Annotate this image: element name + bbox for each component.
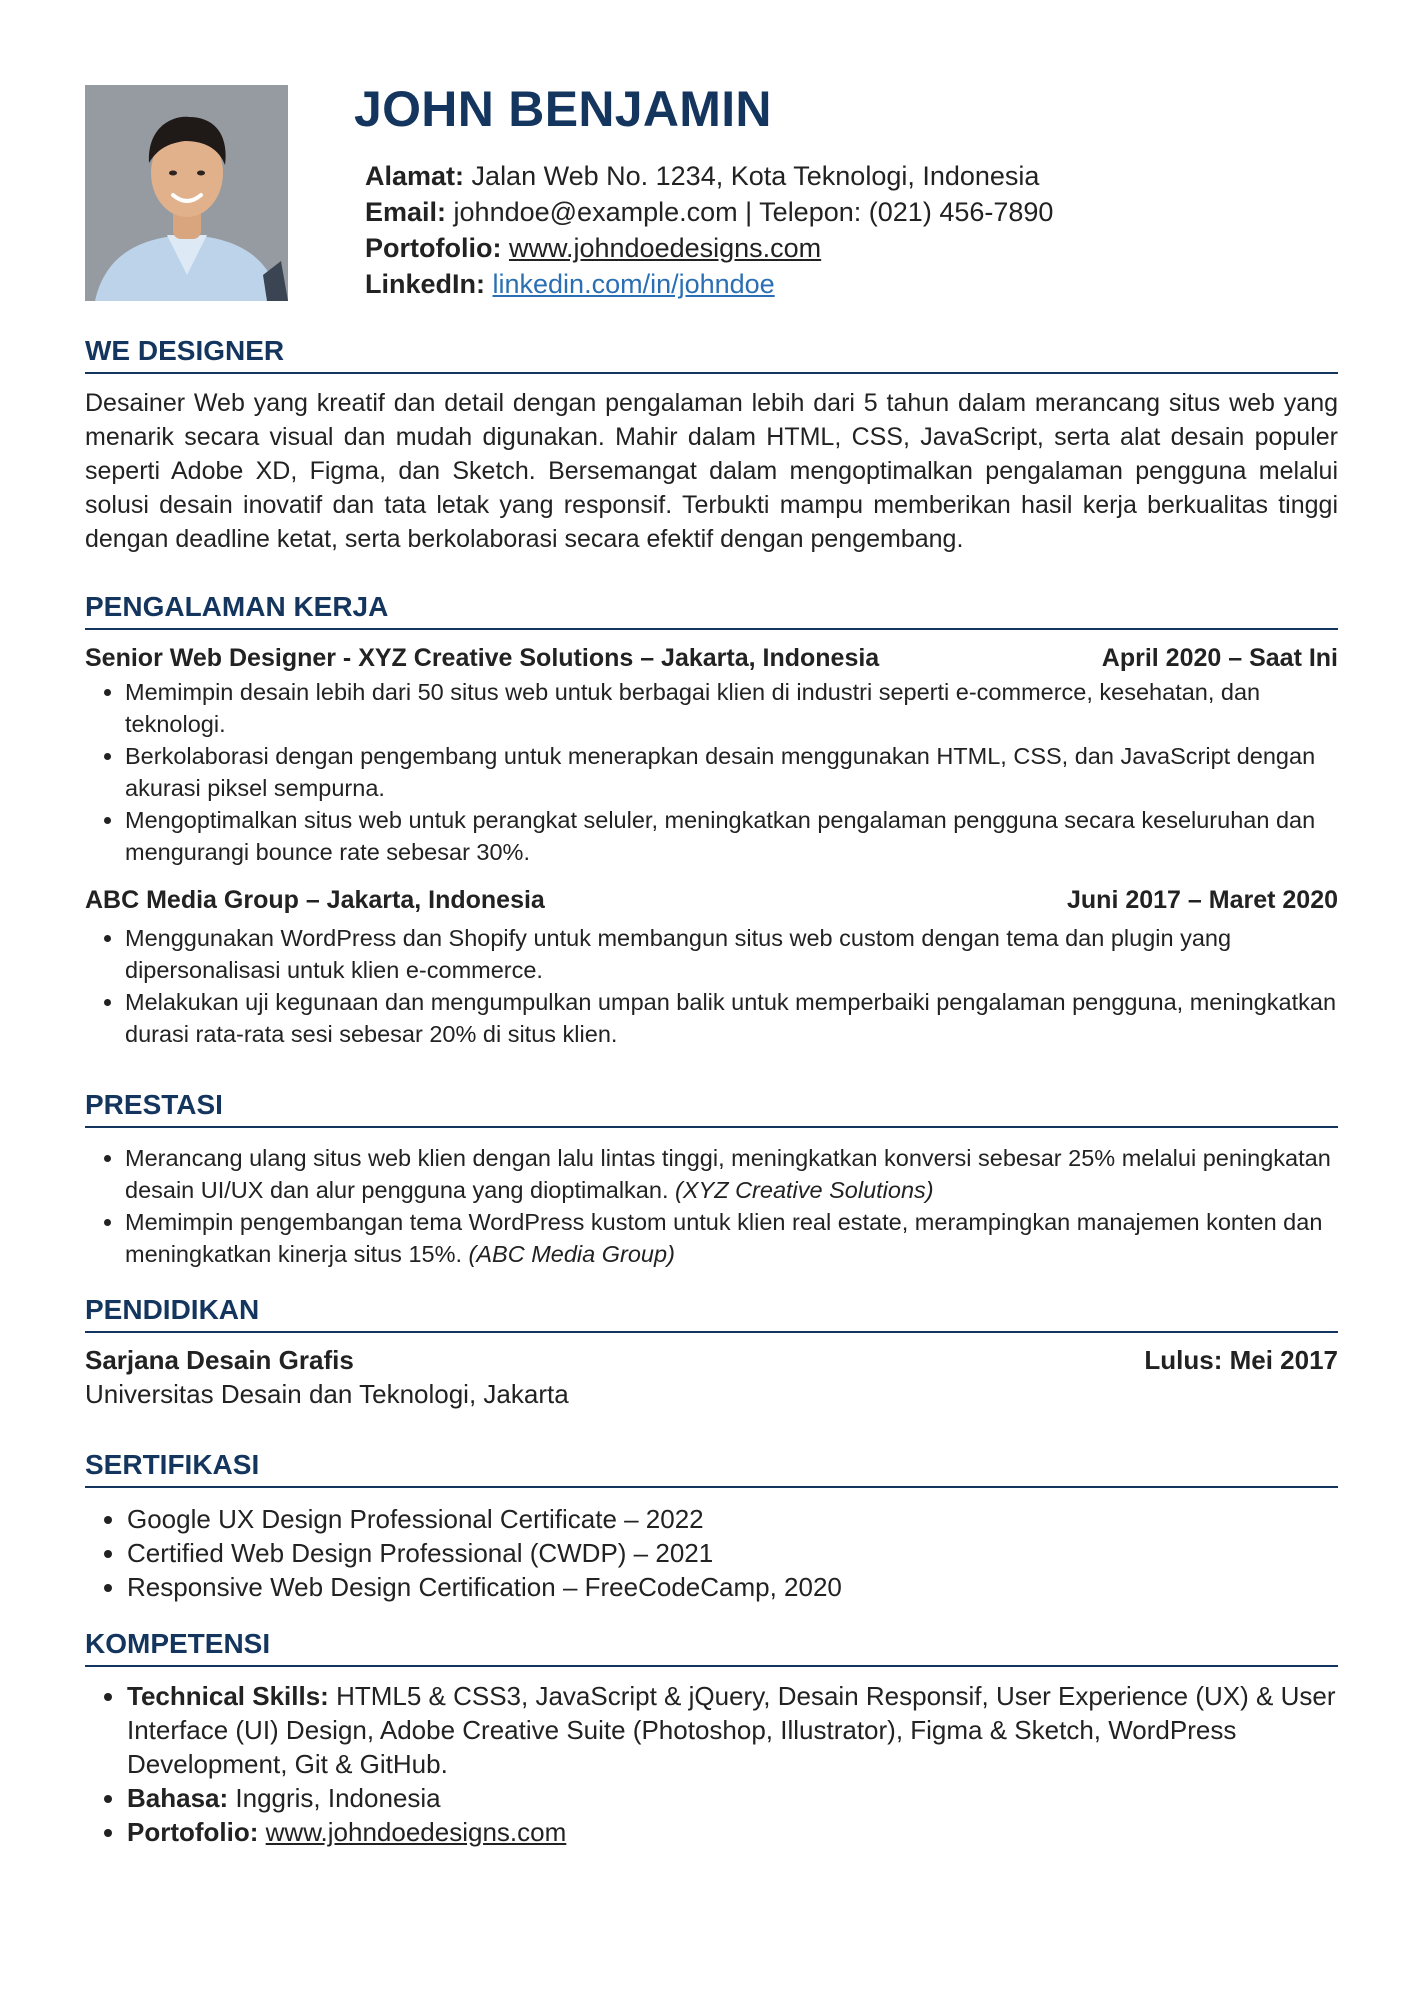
portfolio-row bbox=[365, 230, 1053, 266]
school-name: Universitas Desain dan Teknologi, Jakarta bbox=[85, 1379, 569, 1409]
profile-photo bbox=[85, 85, 288, 301]
list-item bbox=[127, 1815, 1338, 1849]
job-entry bbox=[85, 884, 1338, 1050]
resume-page bbox=[85, 0, 1338, 2000]
linkedin-link[interactable]: linkedin.com/in/johndoe bbox=[492, 269, 775, 299]
list-item: • Google UX Design Professional Certificate – 2022 bbox=[127, 1502, 1338, 1536]
achievements-section bbox=[85, 1088, 1338, 1270]
summary-title: WE DESIGNER bbox=[85, 334, 1338, 374]
achievements-list bbox=[85, 1142, 1338, 1270]
summary-section bbox=[85, 334, 1338, 556]
list-item: • Menggunakan WordPress dan Shopify untuk membangun situs web custom dengan tema dan plugin yang dipersonalisasi untuk klien e-commerce. bbox=[125, 922, 1338, 986]
achievement-source: (ABC Media Group) bbox=[468, 1241, 675, 1267]
address-label: Alamat: bbox=[365, 161, 465, 191]
address-row bbox=[365, 158, 1053, 194]
competencies-title: KOMPETENSI bbox=[85, 1627, 1338, 1667]
job-period: April 2020 – Saat Ini bbox=[1101, 644, 1338, 672]
language-label: Bahasa: bbox=[127, 1783, 229, 1813]
phone-label: Telepon: bbox=[759, 197, 862, 227]
list-item: • Berkolaborasi dengan pengembang untuk menerapkan desain menggunakan HTML, CSS, dan JavaScript dengan akurasi piksel sempurna. bbox=[125, 740, 1338, 804]
certifications-section bbox=[85, 1448, 1338, 1604]
technical-skills-label: Technical Skills: bbox=[127, 1681, 329, 1711]
language-value: Inggris, Indonesia bbox=[235, 1783, 441, 1813]
portfolio-link[interactable]: www.johndoedesigns.com bbox=[265, 1817, 567, 1847]
list-item bbox=[125, 1142, 1338, 1206]
certifications-title: SERTIFIKASI bbox=[85, 1448, 1338, 1488]
education-section bbox=[85, 1293, 1338, 1411]
competencies-list bbox=[85, 1679, 1338, 1849]
list-item: • Certified Web Design Professional (CWDP) – 2021 bbox=[127, 1536, 1338, 1570]
linkedin-row bbox=[365, 266, 1053, 302]
experience-section bbox=[85, 590, 1338, 1050]
achievements-title: PRESTASI bbox=[85, 1088, 1338, 1128]
education-header bbox=[85, 1343, 1338, 1377]
achievement-text: Memimpin pengembangan tema WordPress kustom untuk klien real estate, merampingkan manajemen konten dan meningkatkan kinerja situs 15%. bbox=[125, 1209, 1323, 1267]
list-item: • Melakukan uji kegunaan dan mengumpulkan umpan balik untuk memperbaiki pengalaman pengguna, meningkatkan durasi rata-rata sesi sebesar 20% di situs klien. bbox=[125, 986, 1338, 1050]
job-header bbox=[85, 642, 1338, 674]
experience-title: PENGALAMAN KERJA bbox=[85, 590, 1338, 630]
job-entry bbox=[85, 642, 1338, 868]
list-item: • Memimpin desain lebih dari 50 situs web untuk berbagai klien di industri seperti e-commerce, kesehatan, dan teknologi. bbox=[125, 676, 1338, 740]
degree: Sarjana Desain Grafis bbox=[85, 1345, 354, 1375]
list-item bbox=[127, 1679, 1338, 1781]
email-value: johndoe@example.com bbox=[453, 197, 738, 227]
portfolio-label: Portofolio: bbox=[127, 1817, 259, 1847]
competencies-section bbox=[85, 1627, 1338, 1849]
email-label: Email: bbox=[365, 197, 447, 227]
candidate-name: JOHN BENJAMIN bbox=[354, 81, 772, 137]
address-value: Jalan Web No. 1234, Kota Teknologi, Indonesia bbox=[471, 161, 1040, 191]
certifications-list bbox=[85, 1502, 1338, 1604]
job-position: ABC Media Group – Jakarta, Indonesia bbox=[85, 886, 545, 914]
list-item: • Mengoptimalkan situs web untuk perangkat seluler, meningkatkan pengalaman pengguna secara keseluruhan dan mengurangi bounce rate sebesar 30%. bbox=[125, 804, 1338, 868]
graduation-date: Lulus: Mei 2017 bbox=[1144, 1345, 1338, 1375]
phone-value: (021) 456-7890 bbox=[868, 197, 1054, 227]
separator: | bbox=[745, 197, 753, 227]
list-item: • Responsive Web Design Certification – FreeCodeCamp, 2020 bbox=[127, 1570, 1338, 1604]
contact-info bbox=[365, 158, 1053, 302]
portfolio-link[interactable]: www.johndoedesigns.com bbox=[508, 233, 822, 263]
job-period: Juni 2017 – Maret 2020 bbox=[1067, 886, 1338, 914]
email-phone-row bbox=[365, 194, 1053, 230]
profile-photo-image bbox=[85, 85, 288, 301]
achievement-text: Merancang ulang situs web klien dengan lalu lintas tinggi, meningkatkan konversi sebesar 25% melalui peningkatan desain UI/UX dan alur pengguna yang dioptimalkan. bbox=[125, 1145, 1331, 1203]
summary-text: Desainer Web yang kreatif dan detail dengan pengalaman lebih dari 5 tahun dalam merancang situs web yang menarik secara visual dan mudah digunakan. Mahir dalam HTML, CSS, JavaScript, serta alat desain populer seperti Adobe XD, Figma, dan Sketch. Bersemangat dalam mengoptimalkan pengalaman pengguna melalui solusi desain inovatif dan tata letak yang responsif. Terbukti mampu memberikan hasil kerja berkualitas tinggi dengan deadline ketat, serta berkolaborasi secara efektif dengan pengembang. bbox=[85, 389, 1338, 553]
list-item bbox=[127, 1781, 1338, 1815]
list-item bbox=[125, 1206, 1338, 1270]
achievement-source: (XYZ Creative Solutions) bbox=[675, 1177, 934, 1203]
portfolio-label: Portofolio: bbox=[365, 233, 502, 263]
job-bullets bbox=[85, 922, 1338, 1050]
job-header bbox=[85, 884, 1338, 916]
linkedin-label: LinkedIn: bbox=[365, 269, 485, 299]
technical-skills-value: HTML5 & CSS3, JavaScript & jQuery, Desain Responsif, User Experience (UX) & User Interface (UI) Design, Adobe Creative Suite (Photoshop, Illustrator), Figma & Sketch, WordPress Development, Git & GitHub. bbox=[127, 1681, 1336, 1779]
education-title: PENDIDIKAN bbox=[85, 1293, 1338, 1333]
job-position: Senior Web Designer - XYZ Creative Solutions – Jakarta, Indonesia bbox=[85, 644, 880, 672]
job-bullets bbox=[85, 676, 1338, 868]
